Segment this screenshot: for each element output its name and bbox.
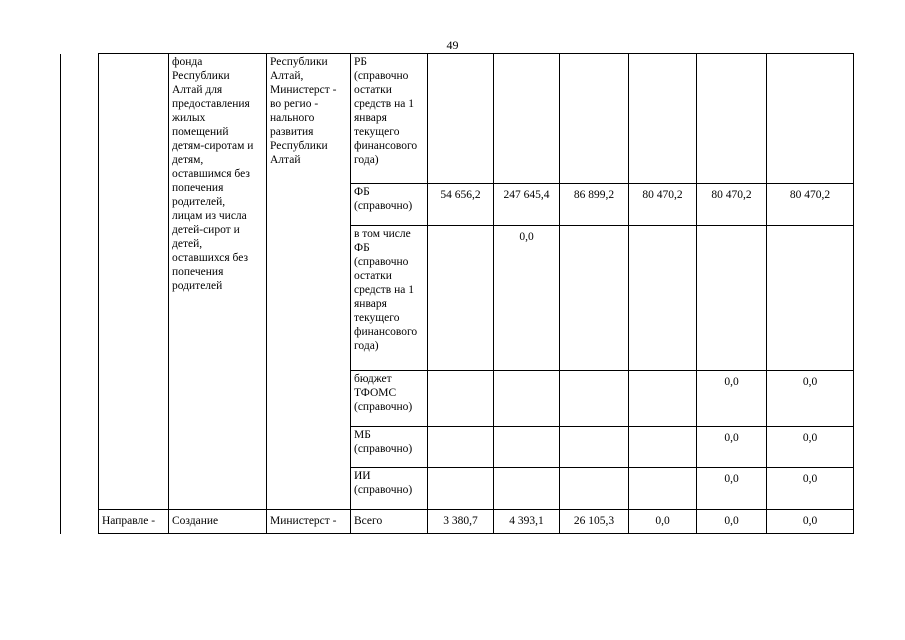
- funding-source-cell: ИИ (справочно): [351, 468, 428, 510]
- direction-cell: Направле -: [99, 510, 169, 534]
- value-cell: 54 656,2: [428, 184, 494, 226]
- value-cell: [560, 468, 629, 510]
- value-cell: [428, 54, 494, 184]
- value-cell: [767, 54, 854, 184]
- activity-name-cell: фонда Республики Алтай для предоставления жилых помещений детям-сиротам и детям, оставшимся без попечения родителей, лицам из числа детей-сирот и детей, оставшихся без попечения родителей: [169, 54, 267, 510]
- value-cell: [494, 371, 560, 427]
- value-cell: [428, 371, 494, 427]
- value-cell: [494, 427, 560, 468]
- funding-source-cell: МБ (справочно): [351, 427, 428, 468]
- value-cell: [560, 427, 629, 468]
- value-cell: [560, 371, 629, 427]
- value-cell: [629, 468, 697, 510]
- number-cell: [61, 510, 99, 534]
- value-cell: 0,0: [767, 427, 854, 468]
- value-cell: [428, 226, 494, 371]
- value-cell: 0,0: [697, 427, 767, 468]
- value-cell: 4 393,1: [494, 510, 560, 534]
- value-cell: 80 470,2: [767, 184, 854, 226]
- executor-cell: Министерст -: [267, 510, 351, 534]
- activity-name-cell: Создание: [169, 510, 267, 534]
- value-cell: 0,0: [697, 468, 767, 510]
- value-cell: 0,0: [629, 510, 697, 534]
- number-cell: [61, 54, 99, 510]
- value-cell: 0,0: [697, 510, 767, 534]
- value-cell: [629, 427, 697, 468]
- value-cell: [428, 468, 494, 510]
- value-cell: 26 105,3: [560, 510, 629, 534]
- value-cell: 247 645,4: [494, 184, 560, 226]
- executor-cell: Республики Алтай, Министерст - во регио - нального развития Республики Алтай: [267, 54, 351, 510]
- budget-table: [60, 53, 854, 534]
- value-cell: [560, 54, 629, 184]
- value-cell: 0,0: [767, 510, 854, 534]
- value-cell: [629, 226, 697, 371]
- value-cell: 80 470,2: [697, 184, 767, 226]
- value-cell: [629, 371, 697, 427]
- value-cell: 0,0: [767, 468, 854, 510]
- funding-source-cell: Всего: [351, 510, 428, 534]
- value-cell: [767, 226, 854, 371]
- value-cell: 80 470,2: [629, 184, 697, 226]
- value-cell: [494, 54, 560, 184]
- value-cell: [494, 468, 560, 510]
- value-cell: [697, 54, 767, 184]
- direction-cell: [99, 54, 169, 510]
- table-row: [61, 54, 854, 184]
- funding-source-cell: бюджет ТФОМС (справочно): [351, 371, 428, 427]
- value-cell: 0,0: [767, 371, 854, 427]
- value-cell: [560, 226, 629, 371]
- funding-source-cell: ФБ (справочно): [351, 184, 428, 226]
- value-cell: [428, 427, 494, 468]
- value-cell: 3 380,7: [428, 510, 494, 534]
- value-cell: 0,0: [494, 226, 560, 371]
- value-cell: 86 899,2: [560, 184, 629, 226]
- value-cell: [697, 226, 767, 371]
- funding-source-cell: РБ (справочно остатки средств на 1 января текущего финансового года): [351, 54, 428, 184]
- page-number: 49: [446, 38, 459, 52]
- value-cell: [629, 54, 697, 184]
- funding-source-cell: в том числе ФБ (справочно остатки средств на 1 января текущего финансового года): [351, 226, 428, 371]
- table-row: [61, 510, 854, 534]
- value-cell: 0,0: [697, 371, 767, 427]
